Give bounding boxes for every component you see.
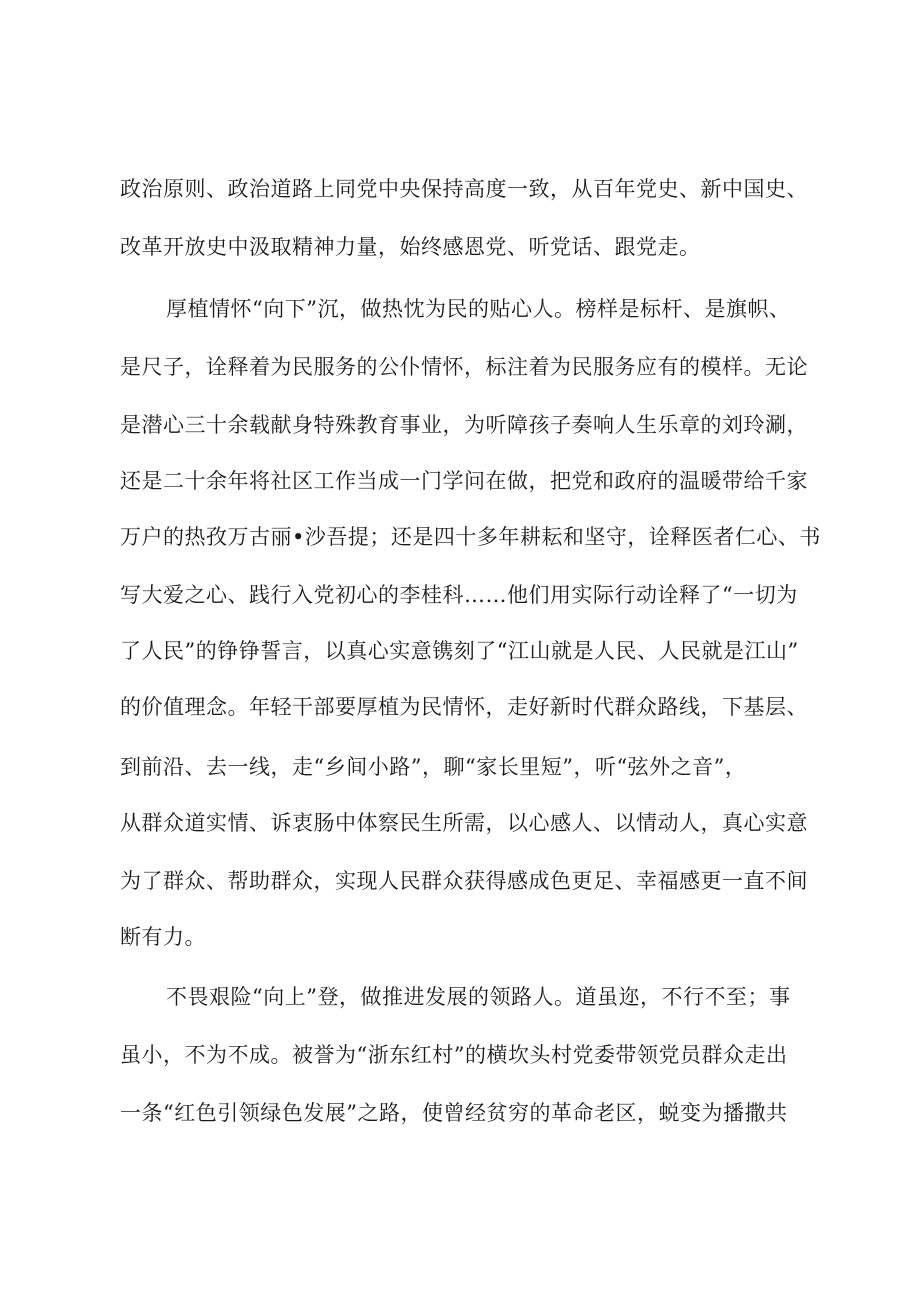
text-line-10: 的价值理念。年轻干部要厚植为民情怀，走好新时代群众路线，下基层、 <box>120 695 808 719</box>
text-line-8: 写大爱之心、践行入党初心的李桂科……他们用实际行动诠释了“一切为 <box>120 583 798 607</box>
text-line-6: 还是二十余年将社区工作当成一门学问在做，把党和政府的温暖带给千家 <box>120 469 808 493</box>
text-line-16: 虽小，不为不成。被誉为“浙东红村”的横坎头村党委带领党员群众走出 <box>120 1043 788 1067</box>
text-line-11: 到前沿、去一线，走“乡间小路”，聊“家长里短”，听“弦外之音”， <box>120 755 747 779</box>
text-line-4: 是尺子，诠释着为民服务的公仆情怀，标注着为民服务应有的模样。无论 <box>120 355 808 379</box>
text-line-17: 一条“红色引领绿色发展”之路，使曾经贫穷的革命老区，蜕变为播撒共 <box>120 1101 788 1125</box>
text-line-12: 从群众道实情、诉衷肠中体察民生所需，以心感人、以情动人，真心实意 <box>120 811 808 835</box>
text-line-2: 改革开放史中汲取精神力量，始终感恩党、听党话、跟党走。 <box>120 235 701 259</box>
text-line-13: 为了群众、帮助群众，实现人民群众获得感成色更足、幸福感更一直不间 <box>120 869 808 893</box>
text-line-7: 万户的热孜万古丽•沙吾提；还是四十多年耕耘和坚守，诠释医者仁心、书 <box>120 525 821 549</box>
paragraph-start-line-15: 不畏艰险“向上”登，做推进发展的领路人。道虽迩，不行不至；事 <box>166 985 791 1009</box>
text-line-5: 是潜心三十余载献身特殊教育事业，为听障孩子奏响人生乐章的刘玲涮， <box>120 413 808 437</box>
text-line-14: 断有力。 <box>120 925 206 949</box>
text-line-1: 政治原则、政治道路上同党中央保持高度一致，从百年党史、新中国史、 <box>120 177 808 201</box>
text-line-9: 了人民”的铮铮誓言，以真心实意镌刻了“江山就是人民、人民就是江山” <box>120 639 799 663</box>
paragraph-start-line-3: 厚植情怀“向下”沉，做热忱为民的贴心人。榜样是标杆、是旗帜、 <box>166 297 791 321</box>
